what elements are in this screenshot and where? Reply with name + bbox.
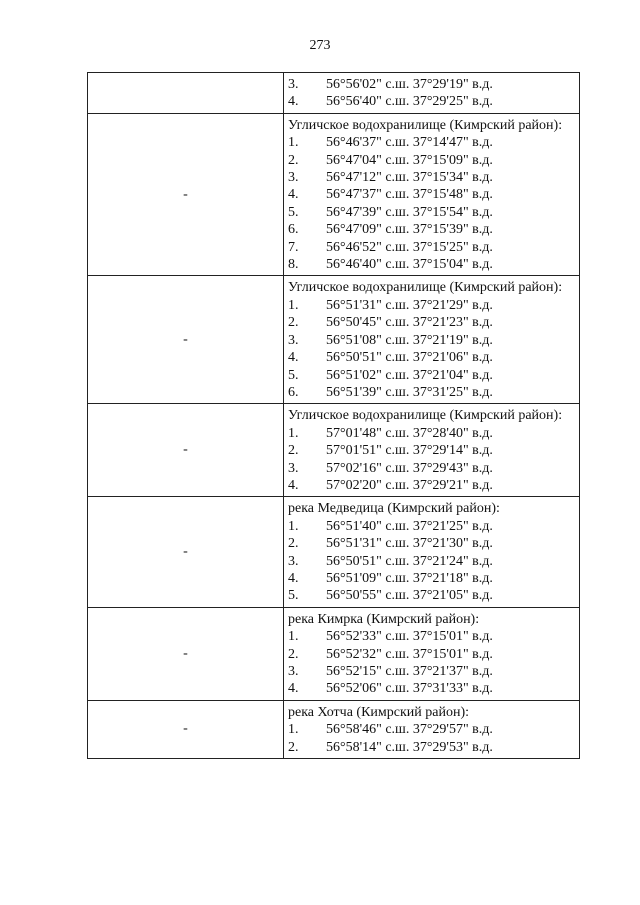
water-body-heading: река Кимрка (Кимрский район):: [288, 611, 480, 627]
coordinate-value: 56°46'52" с.ш. 37°15'25" в.д.: [326, 239, 493, 255]
coordinate-value: 56°51'31" с.ш. 37°21'29" в.д.: [326, 297, 493, 313]
coordinate-value: 56°47'39" с.ш. 37°15'54" в.д.: [326, 204, 493, 220]
coordinate-number: 1.: [288, 629, 299, 645]
coordinate-value: 56°51'40" с.ш. 37°21'25" в.д.: [326, 518, 493, 534]
coordinate-value: 56°51'02" с.ш. 37°21'04" в.д.: [326, 367, 493, 383]
coordinate-number: 1.: [288, 425, 299, 441]
coordinate-value: 56°51'08" с.ш. 37°21'19" в.д.: [326, 332, 493, 348]
coordinate-item: [288, 152, 575, 169]
coordinate-number: 4.: [288, 477, 299, 493]
coordinate-item: [288, 349, 575, 366]
coordinate-value: 56°56'02" с.ш. 37°29'19" в.д.: [326, 77, 493, 92]
coordinates-cell: [284, 73, 580, 114]
coordinate-item: [288, 442, 575, 459]
coordinate-value: 56°52'06" с.ш. 37°31'33" в.д.: [326, 681, 493, 697]
coordinate-value: 56°58'46" с.ш. 37°29'57" в.д.: [326, 722, 493, 738]
coordinate-number: 2.: [288, 443, 299, 459]
coordinate-value: 56°50'55" с.ш. 37°21'05" в.д.: [326, 588, 493, 604]
coordinate-item: [288, 221, 575, 238]
table-row: [88, 497, 580, 607]
coordinate-value: 56°58'14" с.ш. 37°29'53" в.д.: [326, 739, 493, 755]
water-body-heading: Угличское водохранилище (Кимрский район):: [288, 280, 563, 296]
table-row: [88, 700, 580, 758]
coordinate-value: 56°50'51" с.ш. 37°21'06" в.д.: [326, 350, 493, 366]
coordinate-value: 56°51'31" с.ш. 37°21'30" в.д.: [326, 536, 493, 552]
row-marker-cell: [88, 73, 284, 114]
coordinate-number: 5.: [288, 204, 299, 220]
coordinate-item: [288, 169, 575, 186]
coordinate-number: 5.: [288, 588, 299, 604]
coordinate-item: [288, 239, 575, 256]
coordinate-number: 3.: [288, 553, 299, 569]
table-row: [88, 607, 580, 700]
coordinates-cell: [284, 113, 580, 276]
coordinate-item: [288, 186, 575, 203]
coordinate-item: [288, 204, 575, 221]
coordinate-value: 56°47'04" с.ш. 37°15'09" в.д.: [326, 152, 493, 168]
coordinate-number: 3.: [288, 664, 299, 679]
coordinate-item: [288, 76, 575, 93]
coordinate-number: 4.: [288, 187, 299, 203]
coordinate-item: [288, 553, 575, 570]
water-body-heading: Угличское водохранилище (Кимрский район):: [288, 408, 563, 424]
coordinate-value: 56°47'09" с.ш. 37°15'39" в.д.: [326, 222, 493, 238]
table-row: [88, 276, 580, 404]
coordinate-value: 56°51'39" с.ш. 37°31'25" в.д.: [326, 384, 493, 400]
coordinate-item: [288, 314, 575, 331]
coordinate-number: 1.: [288, 297, 299, 313]
row-marker-cell: -: [88, 404, 284, 497]
coordinate-value: 56°50'51" с.ш. 37°21'24" в.д.: [326, 553, 493, 569]
coordinate-value: 56°47'12" с.ш. 37°15'34" в.д.: [326, 170, 493, 186]
coordinates-cell: [284, 497, 580, 607]
coordinate-number: 4.: [288, 681, 299, 697]
coordinate-item: [288, 425, 575, 442]
coordinate-item: [288, 646, 575, 663]
coordinate-item: [288, 134, 575, 151]
coordinates-cell: [284, 607, 580, 700]
coordinate-item: [288, 680, 575, 697]
coordinate-item: [288, 384, 575, 401]
coordinate-number: 6.: [288, 222, 299, 238]
coordinate-item: [288, 663, 575, 680]
water-body-heading: Угличское водохранилище (Кимрский район):: [288, 117, 563, 133]
water-body-heading: река Медведица (Кимрский район):: [288, 501, 500, 517]
coordinate-item: [288, 93, 575, 110]
coordinate-number: 8.: [288, 257, 299, 273]
coordinate-number: 5.: [288, 367, 299, 383]
coordinate-value: 56°56'40" с.ш. 37°29'25" в.д.: [326, 94, 493, 110]
coordinate-number: 3.: [288, 460, 299, 476]
coordinate-item: [288, 570, 575, 587]
coordinate-item: [288, 297, 575, 314]
coordinate-number: 4.: [288, 350, 299, 366]
coordinate-number: 7.: [288, 239, 299, 255]
coordinate-number: 1.: [288, 135, 299, 151]
row-marker-cell: -: [88, 113, 284, 276]
row-marker-cell: -: [88, 700, 284, 758]
coordinate-number: 2.: [288, 646, 299, 662]
coordinates-cell: [284, 700, 580, 758]
row-marker-cell: -: [88, 497, 284, 607]
coordinate-number: 2.: [288, 739, 299, 755]
coordinate-number: 4.: [288, 570, 299, 586]
coordinate-number: 1.: [288, 518, 299, 534]
coordinate-item: [288, 367, 575, 384]
coordinate-value: 56°52'15" с.ш. 37°21'37" в.д.: [326, 664, 493, 679]
coordinates-table: [87, 72, 580, 759]
water-body-heading: река Хотча (Кимрский район):: [288, 704, 470, 720]
table-row: [88, 73, 580, 114]
coordinate-item: [288, 721, 575, 738]
coordinate-value: 56°50'45" с.ш. 37°21'23" в.д.: [326, 315, 493, 331]
coordinate-value: 56°46'40" с.ш. 37°15'04" в.д.: [326, 257, 493, 273]
coordinate-number: 6.: [288, 384, 299, 400]
coordinate-item: [288, 332, 575, 349]
coordinate-number: 2.: [288, 152, 299, 168]
coordinate-value: 56°52'33" с.ш. 37°15'01" в.д.: [326, 629, 493, 645]
coordinate-value: 56°47'37" с.ш. 37°15'48" в.д.: [326, 187, 493, 203]
coordinate-value: 56°51'09" с.ш. 37°21'18" в.д.: [326, 570, 493, 586]
coordinate-item: [288, 535, 575, 552]
row-marker-cell: -: [88, 276, 284, 404]
coordinate-number: 4.: [288, 94, 299, 110]
coordinates-table-body: [88, 73, 580, 759]
coordinate-value: 57°01'51" с.ш. 37°29'14" в.д.: [326, 443, 493, 459]
coordinate-number: 2.: [288, 315, 299, 331]
table-row: [88, 113, 580, 276]
coordinate-value: 56°46'37" с.ш. 37°14'47" в.д.: [326, 135, 493, 151]
coordinate-item: [288, 256, 575, 273]
coordinate-value: 56°52'32" с.ш. 37°15'01" в.д.: [326, 646, 493, 662]
coordinate-item: [288, 628, 575, 645]
coordinate-item: [288, 477, 575, 494]
coordinate-value: 57°01'48" с.ш. 37°28'40" в.д.: [326, 425, 493, 441]
coordinate-value: 57°02'16" с.ш. 37°29'43" в.д.: [326, 460, 493, 476]
row-marker-cell: -: [88, 607, 284, 700]
page-number: 273: [309, 38, 331, 53]
coordinates-cell: [284, 276, 580, 404]
coordinate-item: [288, 739, 575, 756]
coordinate-item: [288, 518, 575, 535]
coordinate-value: 57°02'20" с.ш. 37°29'21" в.д.: [326, 477, 493, 493]
coordinates-cell: [284, 404, 580, 497]
coordinate-number: 3.: [288, 170, 299, 186]
coordinate-item: [288, 587, 575, 604]
table-row: [88, 404, 580, 497]
coordinate-number: 2.: [288, 536, 299, 552]
coordinate-item: [288, 460, 575, 477]
coordinate-number: 3.: [288, 332, 299, 348]
coordinate-number: 1.: [288, 722, 299, 738]
coordinate-number: 3.: [288, 77, 299, 92]
